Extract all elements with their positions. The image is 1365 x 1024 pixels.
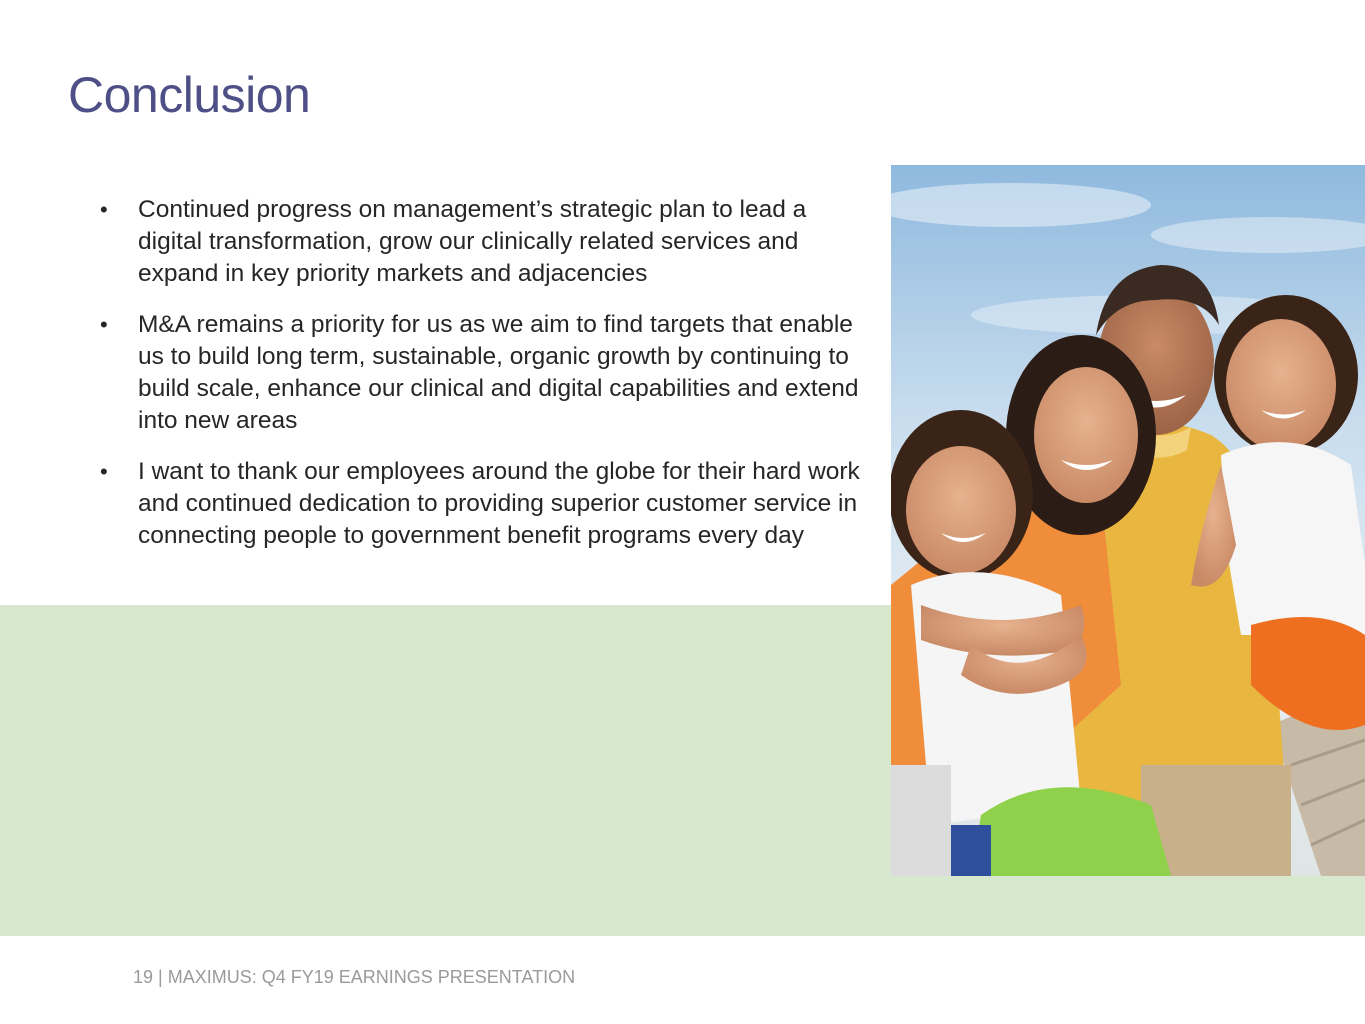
family-photo bbox=[891, 165, 1365, 876]
bullet-icon: • bbox=[100, 312, 108, 337]
footer-text: 19 | MAXIMUS: Q4 FY19 EARNINGS PRESENTATION bbox=[133, 967, 576, 987]
bullet-icon: • bbox=[100, 197, 108, 222]
page-title: Conclusion bbox=[68, 67, 311, 123]
bullet-item bbox=[100, 194, 860, 290]
bullet-item bbox=[100, 309, 860, 437]
bullet-list bbox=[100, 194, 860, 571]
bullet-text: Continued progress on management’s strategic plan to lead a digital transformation, grow our clinically related services and expand in key priority markets and adjacencies bbox=[138, 196, 807, 287]
bullet-text: I want to thank our employees around the globe for their hard work and continued dedication to providing superior customer service in connecting people to government benefit programs every day bbox=[138, 458, 860, 549]
bullet-icon: • bbox=[100, 459, 108, 484]
bullet-item bbox=[100, 456, 860, 552]
bullet-text: M&A remains a priority for us as we aim to find targets that enable us to build long term, sustainable, organic growth by continuing to build scale, enhance our clinical and digital capabilities and extend into new areas bbox=[138, 311, 859, 434]
